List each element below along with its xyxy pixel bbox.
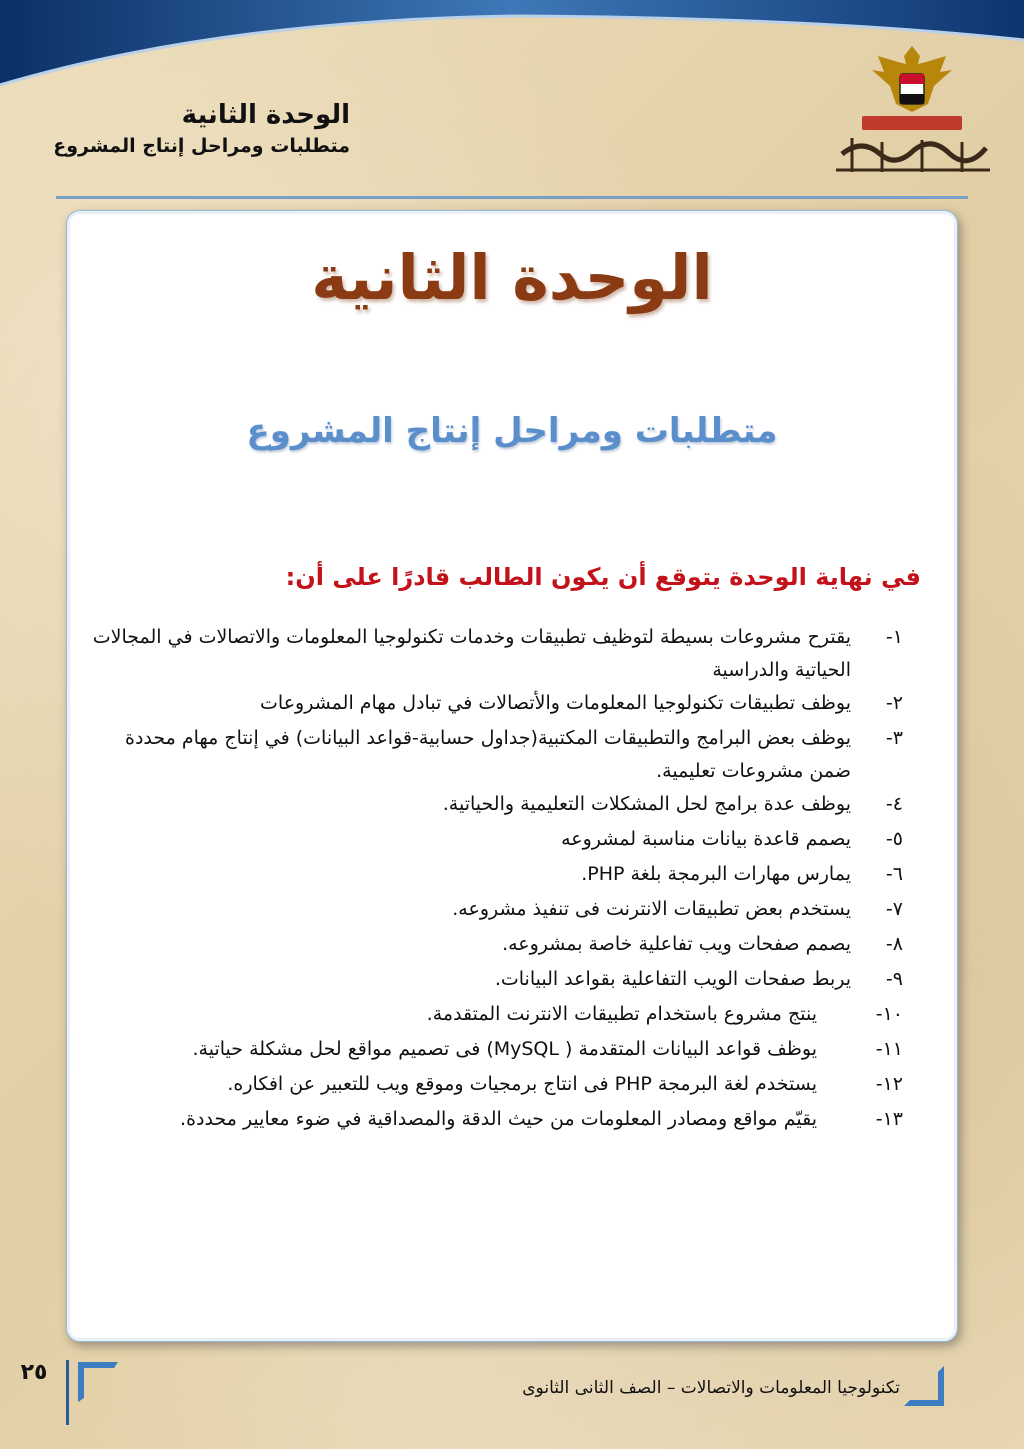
- item-number: ١٣-: [875, 1108, 903, 1130]
- list-item: [83, 998, 903, 1033]
- list-item: [83, 621, 903, 687]
- item-text: يوظف بعض البرامج والتطبيقات المكتبية(جداول حسابية-قواعد البيانات) في إنتاج مهام محددة ضمن مشروعات تعليمية.: [125, 727, 851, 782]
- item-text: يصمم صفحات ويب تفاعلية خاصة بمشروعه.: [502, 933, 851, 955]
- corner-mark-icon: [904, 1366, 944, 1406]
- item-text: يمارس مهارات البرمجة بلغة PHP.: [581, 863, 851, 885]
- objectives-list: [83, 621, 903, 1138]
- item-text: يوظف عدة برامج لحل المشكلات التعليمية والحياتية.: [442, 793, 851, 815]
- item-number: ١-: [885, 626, 903, 648]
- item-number: ٥-: [885, 828, 903, 850]
- list-item: [83, 687, 903, 722]
- item-number: ١١-: [875, 1038, 903, 1060]
- item-text: يقيّم مواقع ومصادر المعلومات من حيث الدقة والمصداقية في ضوء معايير محددة.: [180, 1108, 817, 1130]
- footer-divider: [66, 1360, 69, 1425]
- list-item: [83, 722, 903, 788]
- item-text: يستخدم بعض تطبيقات الانترنت فى تنفيذ مشروعه.: [452, 898, 851, 920]
- item-number: ١٠-: [875, 1003, 903, 1025]
- footer-caption: تكنولوجيا المعلومات والاتصالات – الصف الثانى الثانوى: [522, 1378, 900, 1398]
- header-divider: [56, 196, 968, 199]
- item-text: يستخدم لغة البرمجة PHP فى انتاج برمجيات وموقع ويب للتعبير عن افكاره.: [227, 1073, 817, 1095]
- ministry-logo: [822, 42, 1002, 187]
- item-number: ٧-: [885, 898, 903, 920]
- item-number: ٩-: [885, 968, 903, 990]
- item-number: ٨-: [885, 933, 903, 955]
- list-item: [83, 1068, 903, 1103]
- item-text: يصمم قاعدة بيانات مناسبة لمشروعه: [561, 828, 851, 850]
- list-item: [83, 1103, 903, 1138]
- item-number: ٦-: [885, 863, 903, 885]
- item-number: ٤-: [885, 793, 903, 815]
- unit-title: الوحدة الثانية: [311, 241, 713, 314]
- header-unit-title: الوحدة الثانية: [181, 100, 350, 130]
- list-item: [83, 823, 903, 858]
- list-item: [83, 1033, 903, 1068]
- item-number: ٢-: [885, 692, 903, 714]
- corner-mark-icon: [78, 1362, 118, 1402]
- eagle-emblem-icon: [872, 46, 952, 112]
- list-item: [83, 893, 903, 928]
- content-card: [66, 210, 958, 1342]
- item-number: ٣-: [885, 727, 903, 749]
- item-text: يوظف تطبيقات تكنولوجيا المعلومات والأتصالات في تبادل مهام المشروعات: [260, 692, 851, 714]
- list-item: [83, 858, 903, 893]
- item-text: يقترح مشروعات بسيطة لتوظيف تطبيقات وخدمات تكنولوجيا المعلومات والاتصالات في المجالات الحياتية والدراسية: [92, 626, 851, 681]
- item-text: ينتج مشروع باستخدام تطبيقات الانترنت المتقدمة.: [426, 1003, 817, 1025]
- header-unit-subtitle: متطلبات ومراحل إنتاج المشروع: [53, 135, 350, 157]
- header-titles: [20, 98, 350, 160]
- page-number: ٢٥: [20, 1360, 48, 1385]
- unit-subtitle: متطلبات ومراحل إنتاج المشروع: [246, 411, 778, 451]
- item-text: يربط صفحات الويب التفاعلية بقواعد البيانات.: [494, 968, 851, 990]
- item-text: يوظف قواعد البيانات المتقدمة ( MySQL) فى تصميم مواقع لحل مشكلة حياتية.: [192, 1038, 817, 1060]
- item-number: ١٢-: [875, 1073, 903, 1095]
- list-item: [83, 788, 903, 823]
- list-item: [83, 963, 903, 998]
- list-item: [83, 928, 903, 963]
- objectives-heading: في نهاية الوحدة يتوقع أن يكون الطالب قادرًا على أن:: [285, 563, 921, 591]
